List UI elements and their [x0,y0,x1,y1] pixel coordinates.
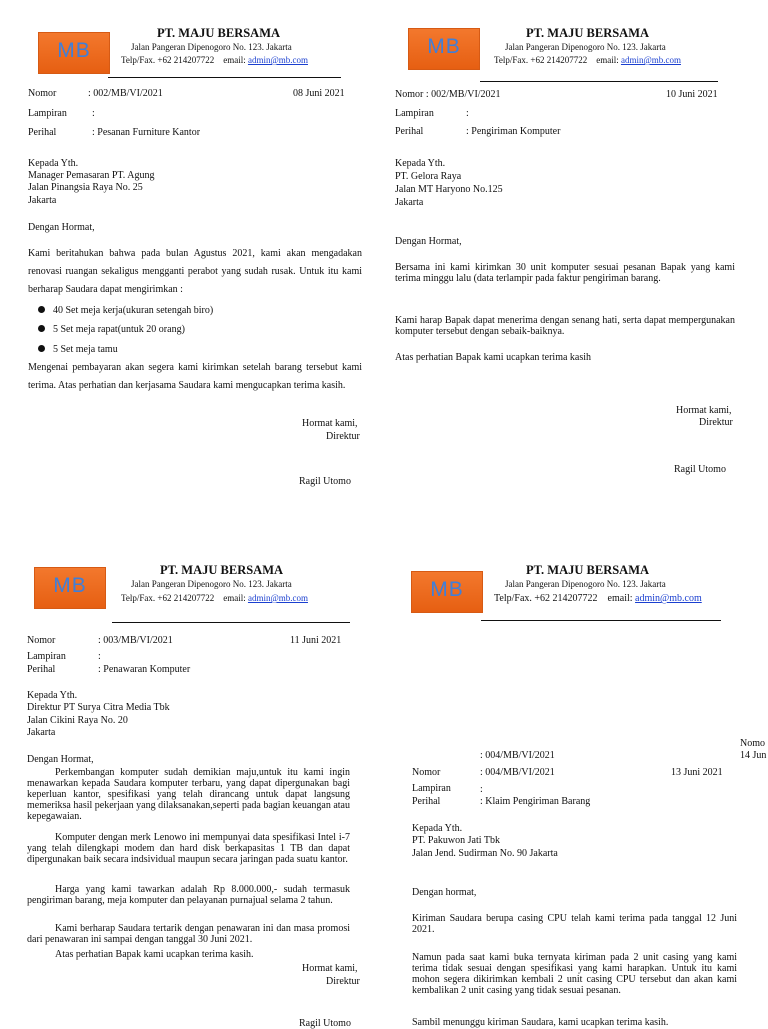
signer-name: Ragil Utomo [674,464,726,475]
signer-name: Ragil Utomo [299,476,351,487]
lampiran-colon: : [466,108,469,119]
letter-date: 13 Juni 2021 [671,767,723,778]
greeting: Dengan Hormat, [395,236,462,247]
body-paragraph: Kami beritahukan bahwa pada bulan Agustus 2021, kami akan mengadakan renovasi ruangan sekaligus mengganti perabot yang sudah rusak. Untuk itu kami berharap Saudara dapat mengirimkan : [28,248,362,295]
list-item: 40 Set meja kerja(ukuran setengah biro) [38,305,213,316]
greeting: Dengan Hormat, [28,222,95,233]
recipient-line: Kepada Yth. [412,823,463,834]
greeting: Dengan Hormat, [27,754,94,765]
closing: Hormat kami, [302,418,358,429]
body-paragraph: Namun pada saat kami buka ternyata kiriman pada 2 unit casing yang kami terima tidak sesuai dengan spesifikasi yang kami harapkan. Untuk itu kami mohon segera dikirimkan kembali 2 unit casing CPU tersebut dan akan kami kembalikan 2 unit casing yang tidak sesuai pesanan. [412,952,737,996]
recipient-line: PT. Gelora Raya [395,171,462,182]
closing: Hormat kami, [302,963,358,974]
body-paragraph: Atas perhatian Bapak kami ucapkan terima kasih [395,352,592,363]
recipient-line: Jalan Cikini Raya No. 20 [27,715,128,726]
edge-date: 14 Jun [740,750,767,761]
recipient-line: Jakarta [27,727,56,738]
letter-date: 11 Juni 2021 [290,635,342,646]
company-address: Jalan Pangeran Dipenogoro No. 123. Jakarta [131,42,292,52]
nomor-value: : 002/MB/VI/2021 [88,88,163,99]
lampiran-label: Lampiran [395,108,434,119]
lampiran-colon: : [480,784,483,795]
body-paragraph: Perkembangan komputer sudah demikian maju,untuk itu kami ingin menawarkan kepada Saudara komputer terbaru, yang dapat dipergunakan bagi keperluan kantor, spesifikasi yang telah dirancang untuk dapat langsung memeriksa hasil pekerjaan yang dilaksanakan,seperti pada bagian keuangan atau kepegawaian. [27,767,350,822]
company-logo: MB [408,28,480,70]
closing: Hormat kami, [676,405,732,416]
company-logo: MB [411,571,483,613]
bullet-icon [38,325,45,332]
perihal-label: Perihal [28,127,57,138]
company-address: Jalan Pangeran Dipenogoro No. 123. Jakarta [505,42,666,52]
lampiran-label: Lampiran [412,783,451,794]
email-link[interactable]: admin@mb.com [620,55,681,65]
lampiran-label: Lampiran [27,651,66,662]
letter-date: 10 Juni 2021 [666,89,718,100]
body-paragraph: Kiriman Saudara berupa casing CPU telah kami terima pada tanggal 12 Juni 2021. [412,913,737,935]
letter-date: 08 Juni 2021 [293,88,345,99]
recipient-line: Jalan Pinangsia Raya No. 25 [28,182,143,193]
header-divider [481,620,721,621]
signer-title: Direktur [699,417,733,428]
list-item: 5 Set meja tamu [38,344,118,355]
perihal-label: Perihal [395,126,424,137]
recipient-line: Jalan MT Haryono No.125 [395,184,503,195]
email-link[interactable]: admin@mb.com [247,55,308,65]
nomor-label: Nomor [412,767,441,778]
nomor-label: Nomor [27,635,56,646]
company-contact: Telp/Fax. +62 214207722 email: admin@mb.com [121,55,308,65]
company-logo: MB [34,567,106,609]
company-name: PT. MAJU BERSAMA [160,563,284,577]
body-paragraph: Mengenai pembayaran akan segera kami kirimkan setelah barang tersebut kami terima. Atas perhatian dan kerjasama Saudara kami mengucapkan terima kasih. [28,362,362,391]
nomor-value: : 004/MB/VI/2021 [480,767,555,778]
company-logo: MB [38,32,110,74]
body-paragraph: Atas perhatian Bapak kami ucapkan terima kasih. [55,949,254,960]
perihal-value: : Pengiriman Komputer [466,126,561,137]
lampiran-colon: : [98,651,101,662]
list-item: 5 Set meja rapat(untuk 20 orang) [38,324,185,335]
body-paragraph: Bersama ini kami kirimkan 30 unit komputer sesuai pesanan Bapak yang kami terima minggu lalu (data terlampir pada faktur pengiriman barang. [395,262,735,284]
company-name: PT. MAJU BERSAMA [526,563,650,577]
perihal-value: : Klaim Pengiriman Barang [480,796,591,807]
bullet-icon [38,306,45,313]
recipient-line: PT. Pakuwon Jati Tbk [412,835,500,846]
recipient-line: Jalan Jend. Sudirman No. 90 Jakarta [412,848,558,859]
nomor-label: Nomor [28,88,57,99]
perihal-value: : Pesanan Furniture Kantor [92,127,201,138]
body-paragraph: Kami harap Bapak dapat menerima dengan senang hati, serta dapat mempergunakan komputer tersebut dengan sebaik-baiknya. [395,315,735,337]
signer-title: Direktur [326,431,360,442]
recipient-line: Manager Pemasaran PT. Agung [28,170,155,181]
body-paragraph: Harga yang kami tawarkan adalah Rp 8.000.000,- sudah termasuk pengiriman barang, meja komputer dan pelayanan purnajual selama 2 tahun. [27,884,350,906]
company-contact: Telp/Fax. +62 214207722 email: admin@mb.com [121,593,308,603]
recipient-line: Jakarta [395,197,424,208]
bullet-icon [38,345,45,352]
perihal-label: Perihal [27,664,56,675]
perihal-value: : Penawaran Komputer [98,664,191,675]
recipient-line: Kepada Yth. [395,158,446,169]
company-address: Jalan Pangeran Dipenogoro No. 123. Jakarta [131,579,292,589]
recipient-line: Jakarta [28,195,57,206]
email-link[interactable]: admin@mb.com [247,593,308,603]
lampiran-colon: : [92,108,95,119]
company-contact: Telp/Fax. +62 214207722 email: admin@mb.com [494,55,681,65]
header-divider [480,81,718,82]
company-address: Jalan Pangeran Dipenogoro No. 123. Jakarta [505,579,666,589]
nomor-line: Nomor : 002/MB/VI/2021 [395,89,501,100]
recipient-line: Direktur PT Surya Citra Media Tbk [27,702,170,713]
nomor-value: : 003/MB/VI/2021 [98,635,173,646]
email-link[interactable]: admin@mb.com [635,593,702,604]
perihal-label: Perihal [412,796,441,807]
body-paragraph: Kami berharap Saudara tertarik dengan penawaran ini dan masa promosi dari penawaran ini sampai dengan tanggal 30 Juni 2021. [27,923,350,945]
edge-nomor: Nomo [740,738,765,749]
recipient-line: Kepada Yth. [27,690,78,701]
nomor-value-extra: : 004/MB/VI/2021 [480,750,555,761]
company-contact: Telp/Fax. +62 214207722 email: admin@mb.com [494,593,702,604]
company-name: PT. MAJU BERSAMA [157,26,281,40]
lampiran-label: Lampiran [28,108,67,119]
recipient-line: Kepada Yth. [28,158,79,169]
signer-title: Direktur [326,976,360,987]
header-divider [108,77,341,78]
body-paragraph: Sambil menunggu kiriman Saudara, kami ucapkan terima kasih. [412,1017,669,1028]
signer-name: Ragil Utomo [299,1018,351,1029]
company-name: PT. MAJU BERSAMA [526,26,650,40]
body-paragraph: Komputer dengan merk Lenowo ini mempunyai data spesifikasi Intel i-7 yang telah dilengkapi modem dan hard disk berkapasitas 1 TB dan dapat dipergunakan baik secara indsividual maupun secara jaringan pada suatu kantor. [27,832,350,865]
greeting: Dengan hormat, [412,887,477,898]
header-divider [112,622,350,623]
